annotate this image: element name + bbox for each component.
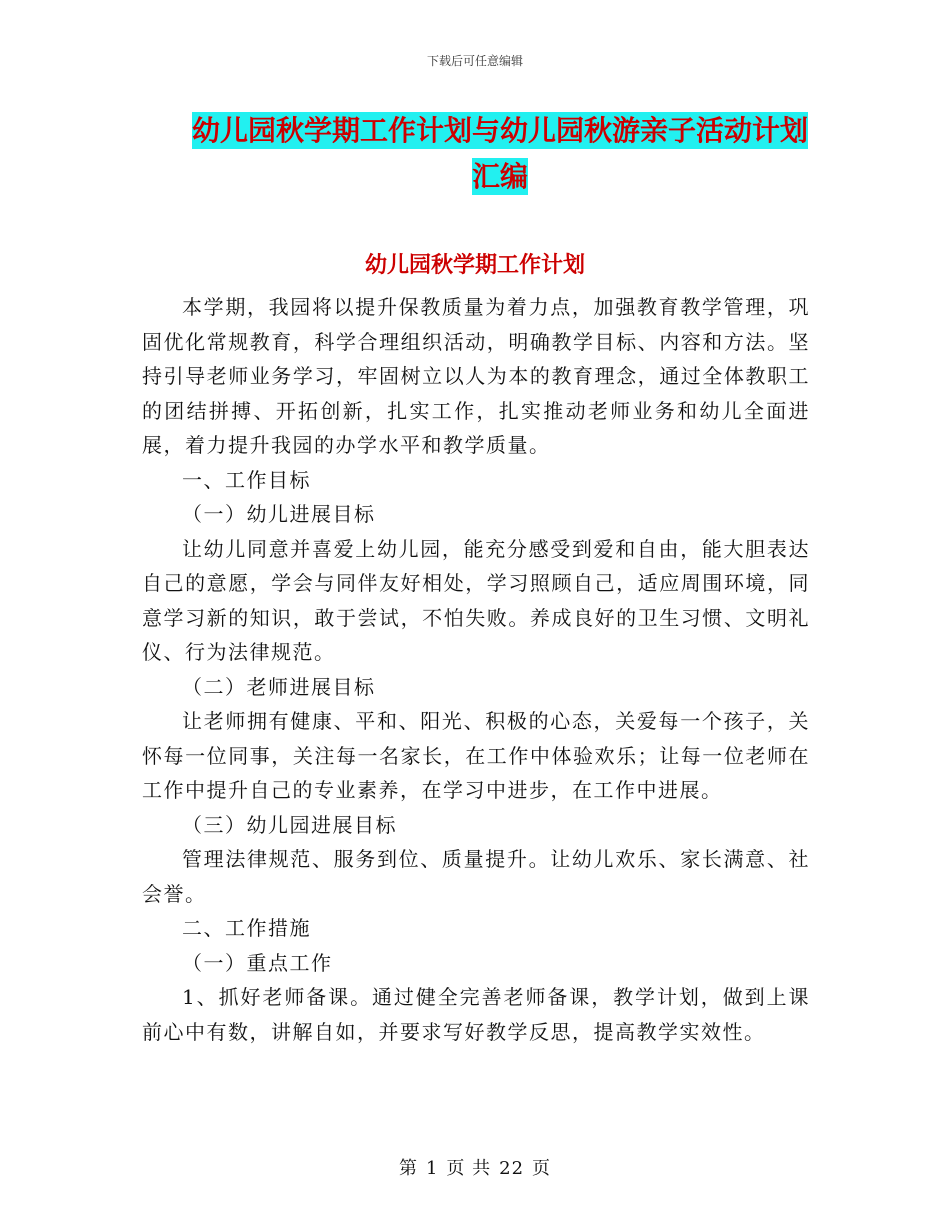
footer-suffix: 页 <box>532 1158 552 1179</box>
paragraph-kindergarten-goals: 管理法律规范、服务到位、质量提升。让幼儿欢乐、家长满意、社会誉。 <box>142 847 810 906</box>
paragraph-teacher-goals: 让老师拥有健康、平和、阳光、积极的心态，关爱每一个孩子，关怀每一位同事，关注每一名家长，在工作中体验欢乐；让每一位老师在工作中提升自己的专业素养，在学习中进步，在工作中进展。 <box>142 709 810 802</box>
paragraph-lesson-prep: 1、抓好老师备课。通过健全完善老师备课，教学计划，做到上课前心中有数，讲解自如，并要求写好教学反思，提高教学实效性。 <box>142 985 810 1044</box>
paragraph-intro: 本学期，我园将以提升保教质量为着力点，加强教育教学管理，巩固优化常规教育，科学合理组织活动，明确教学目标、内容和方法。坚持引导老师业务学习，牢固树立以人为本的教育理念，通过全体教职工的团结拼搏、开拓创新，扎实工作，扎实推动老师业务和幼儿全面进展，着力提升我园的办学水平和教学质量。 <box>142 295 810 457</box>
section-title: 幼儿园秋学期工作计划 <box>364 253 585 278</box>
subheading-child-goals: （一）幼儿进展目标 <box>182 502 376 526</box>
footer-page-number: 1 <box>425 1158 439 1179</box>
document-title <box>190 108 810 200</box>
subheading-teacher-goals: （二）老师进展目标 <box>182 674 376 699</box>
subheading-key-work: （一）重点工作 <box>182 950 333 975</box>
header-note: 下载后可任意编辑 <box>426 54 523 68</box>
page-footer <box>0 1154 950 1180</box>
footer-total-pages: 22 <box>499 1158 525 1179</box>
heading-work-measures: 二、工作措施 <box>182 916 311 940</box>
document-body <box>142 290 810 1049</box>
document-title-text: 幼儿园秋学期工作计划与幼儿园秋游亲子活动计划汇编 <box>191 114 808 193</box>
subheading-kindergarten-goals: （三）幼儿园进展目标 <box>182 812 397 837</box>
paragraph-child-goals: 让幼儿同意并喜爱上幼儿园，能充分感受到爱和自由，能大胆表达自己的意愿，学会与同伴友好相处，学习照顾自己，适应周围环境，同意学习新的知识，敢于尝试，不怕失败。养成良好的卫生习惯、文明礼仪、行为法律规范。 <box>142 536 810 664</box>
footer-middle: 页 共 <box>446 1158 492 1179</box>
heading-work-goals: 一、工作目标 <box>182 467 311 492</box>
footer-prefix: 第 <box>398 1158 418 1179</box>
